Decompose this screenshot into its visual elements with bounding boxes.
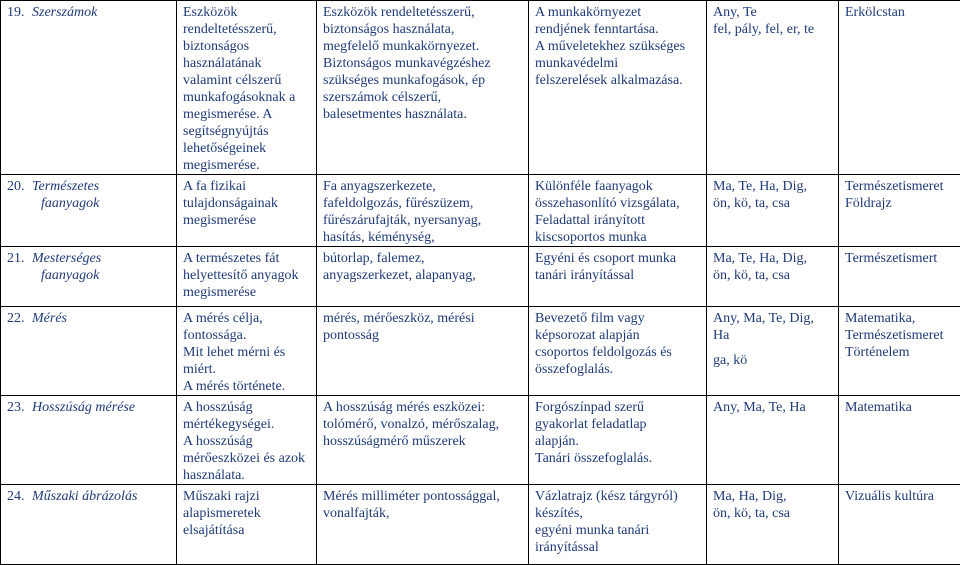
objective-line: megismerése [183, 212, 312, 229]
group-line: Any, Ma, Te, Ha [713, 399, 834, 416]
topic-name: Mérés [32, 311, 67, 326]
content-line: szerszámok célszerű, [323, 89, 524, 106]
content-cell [317, 485, 529, 565]
link-line: Földrajz [845, 195, 956, 212]
objective-line: használata. [183, 467, 312, 484]
topic-number: 21. [7, 251, 25, 266]
link-line: Történelem [845, 344, 956, 361]
objective-line: lehetőségeinek [183, 140, 312, 157]
topic-number: 24. [7, 489, 25, 504]
method-line: A munkakörnyezet [535, 4, 702, 21]
group-line: ön, kö, ta, csa [713, 505, 834, 522]
content-cell [317, 396, 529, 485]
topic-name: Műszaki ábrázolás [32, 489, 137, 504]
topic-name: faanyagok [7, 195, 172, 212]
method-line: alapján. [535, 433, 702, 450]
method-line: tanári irányítással [535, 267, 702, 284]
objective-line: elsajátítása [183, 522, 312, 539]
objectives-cell [177, 1, 317, 175]
content-line: vonalfajták, [323, 505, 524, 522]
topic-name: Hosszúság mérése [32, 400, 135, 415]
links-cell [839, 1, 960, 175]
objective-line: A mérés története. [183, 378, 312, 395]
link-line: Erkölcstan [845, 4, 956, 21]
method-line: Feladattal irányított [535, 212, 702, 229]
objectives-cell [177, 247, 317, 307]
group-line: Ha [713, 327, 834, 344]
method-line: irányítással [535, 539, 702, 556]
objective-line: rendeltetésszerű, [183, 21, 312, 38]
methods-cell [529, 307, 707, 396]
group-line: ön, kö, ta, csa [713, 267, 834, 284]
link-line: Matematika [845, 399, 956, 416]
objective-line: A fa fizikai [183, 178, 312, 195]
method-line: összehasonlító vizsgálata, [535, 195, 702, 212]
objective-line: A mérés célja, [183, 310, 312, 327]
link-line: Természetismert [845, 250, 956, 267]
links-cell [839, 247, 960, 307]
content-line: bútorlap, falemez, [323, 250, 524, 267]
topic-cell [1, 1, 177, 175]
topic-cell [1, 307, 177, 396]
objective-line: tulajdonságainak [183, 195, 312, 212]
content-line: fafeldolgozás, fűrészüzem, [323, 195, 524, 212]
links-cell [839, 396, 960, 485]
content-line: Eszközök rendeltetésszerű, [323, 4, 524, 21]
table-row [1, 1, 960, 175]
content-line: fűrészárufajták, nyersanyag, [323, 212, 524, 229]
content-line: biztonságos használata, [323, 21, 524, 38]
group-line: Ma, Ha, Dig, [713, 488, 834, 505]
groups-cell [707, 175, 839, 247]
topic-name: Mesterséges [32, 251, 101, 266]
objective-line: A hosszúság [183, 399, 312, 416]
content-line: Fa anyagszerkezete, [323, 178, 524, 195]
groups-cell [707, 485, 839, 565]
topic-number: 19. [7, 5, 25, 20]
content-line: pontosság [323, 327, 524, 344]
content-line: mérés, mérőeszköz, mérési [323, 310, 524, 327]
objectives-cell [177, 485, 317, 565]
content-line: megfelelő munkakörnyezet. [323, 38, 524, 55]
topic-number: 22. [7, 311, 25, 326]
objective-line: mértékegységei. [183, 416, 312, 433]
objective-line: A természetes fát [183, 250, 312, 267]
objective-line: alapismeretek [183, 505, 312, 522]
objective-line: megismerése. [183, 157, 312, 174]
link-line: Természetismeret [845, 178, 956, 195]
method-line: összefoglalás. [535, 361, 702, 378]
content-line: Biztonságos munkavégzéshez [323, 55, 524, 72]
method-line: felszerelések alkalmazása. [535, 72, 702, 89]
method-line: Egyéni és csoport munka [535, 250, 702, 267]
topic-cell [1, 396, 177, 485]
content-cell [317, 175, 529, 247]
links-cell [839, 485, 960, 565]
group-line: Any, Ma, Te, Dig, [713, 310, 834, 327]
topic-name: Természetes [32, 179, 99, 194]
method-line: csoportos feldolgozás és [535, 344, 702, 361]
group-line: fel, pály, fel, er, te [713, 21, 834, 38]
content-cell [317, 307, 529, 396]
groups-cell [707, 396, 839, 485]
groups-cell [707, 1, 839, 175]
links-cell [839, 175, 960, 247]
objective-line: biztonságos [183, 38, 312, 55]
method-line: kiscsoportos munka [535, 229, 702, 246]
link-line: Vizuális kultúra [845, 488, 956, 505]
topic-cell [1, 485, 177, 565]
topic-cell [1, 247, 177, 307]
methods-cell [529, 247, 707, 307]
methods-cell [529, 396, 707, 485]
content-line: Mérés milliméter pontossággal, [323, 488, 524, 505]
objective-line: mérőeszközei és azok [183, 450, 312, 467]
content-line: balesetmentes használata. [323, 106, 524, 123]
content-line: hosszúságmérő műszerek [323, 433, 524, 450]
objective-line: megismerése. A [183, 106, 312, 123]
method-line: Forgószínpad szerű [535, 399, 702, 416]
method-line: Tanári összefoglalás. [535, 450, 702, 467]
link-line: Természetismeret [845, 327, 956, 344]
topic-cell [1, 175, 177, 247]
content-cell [317, 1, 529, 175]
method-line: gyakorlat feladatlap [535, 416, 702, 433]
content-line: szükséges munkafogások, ép [323, 72, 524, 89]
group-line: Ma, Te, Ha, Dig, [713, 250, 834, 267]
table-row [1, 247, 960, 307]
topic-number: 20. [7, 179, 25, 194]
content-cell [317, 247, 529, 307]
groups-cell [707, 247, 839, 307]
content-line: anyagszerkezet, alapanyag, [323, 267, 524, 284]
link-line: Matematika, [845, 310, 956, 327]
objectives-cell [177, 175, 317, 247]
objective-line: helyettesítő anyagok [183, 267, 312, 284]
links-cell [839, 307, 960, 396]
methods-cell [529, 1, 707, 175]
objective-line: Műszaki rajzi [183, 488, 312, 505]
groups-cell [707, 307, 839, 396]
topic-number: 23. [7, 400, 25, 415]
objective-line: segítségnyújtás [183, 123, 312, 140]
content-line: tolómérő, vonalzó, mérőszalag, [323, 416, 524, 433]
group-line: Any, Te [713, 4, 834, 21]
content-line: A hosszúság mérés eszközei: [323, 399, 524, 416]
objective-line: Eszközök [183, 4, 312, 21]
table-row [1, 307, 960, 396]
method-line: egyéni munka tanári [535, 522, 702, 539]
group-line: Ma, Te, Ha, Dig, [713, 178, 834, 195]
method-line: Bevezető film vagy [535, 310, 702, 327]
objectives-cell [177, 307, 317, 396]
method-line: rendjének fenntartása. [535, 21, 702, 38]
group-line: ön, kö, ta, csa [713, 195, 834, 212]
content-line: hasítás, kéménység, [323, 229, 524, 246]
table-row [1, 396, 960, 485]
objective-line: megismerése [183, 284, 312, 301]
methods-cell [529, 175, 707, 247]
method-line: Különféle faanyagok [535, 178, 702, 195]
table-row [1, 175, 960, 247]
objective-line: valamint célszerű [183, 72, 312, 89]
topic-name: Szerszámok [32, 5, 97, 20]
topic-name: faanyagok [7, 267, 172, 284]
group-line: ga, kö [713, 352, 834, 369]
objective-line: fontossága. [183, 327, 312, 344]
objective-line: Mit lehet mérni és [183, 344, 312, 361]
objectives-cell [177, 396, 317, 485]
method-line: készítés, [535, 505, 702, 522]
objective-line: A hosszúság [183, 433, 312, 450]
method-line: munkavédelmi [535, 55, 702, 72]
objective-line: munkafogásoknak a [183, 89, 312, 106]
table-row [1, 485, 960, 565]
objective-line: használatának [183, 55, 312, 72]
methods-cell [529, 485, 707, 565]
objective-line: miért. [183, 361, 312, 378]
method-line: képsorozat alapján [535, 327, 702, 344]
method-line: A műveletekhez szükséges [535, 38, 702, 55]
method-line: Vázlatrajz (kész tárgyról) [535, 488, 702, 505]
